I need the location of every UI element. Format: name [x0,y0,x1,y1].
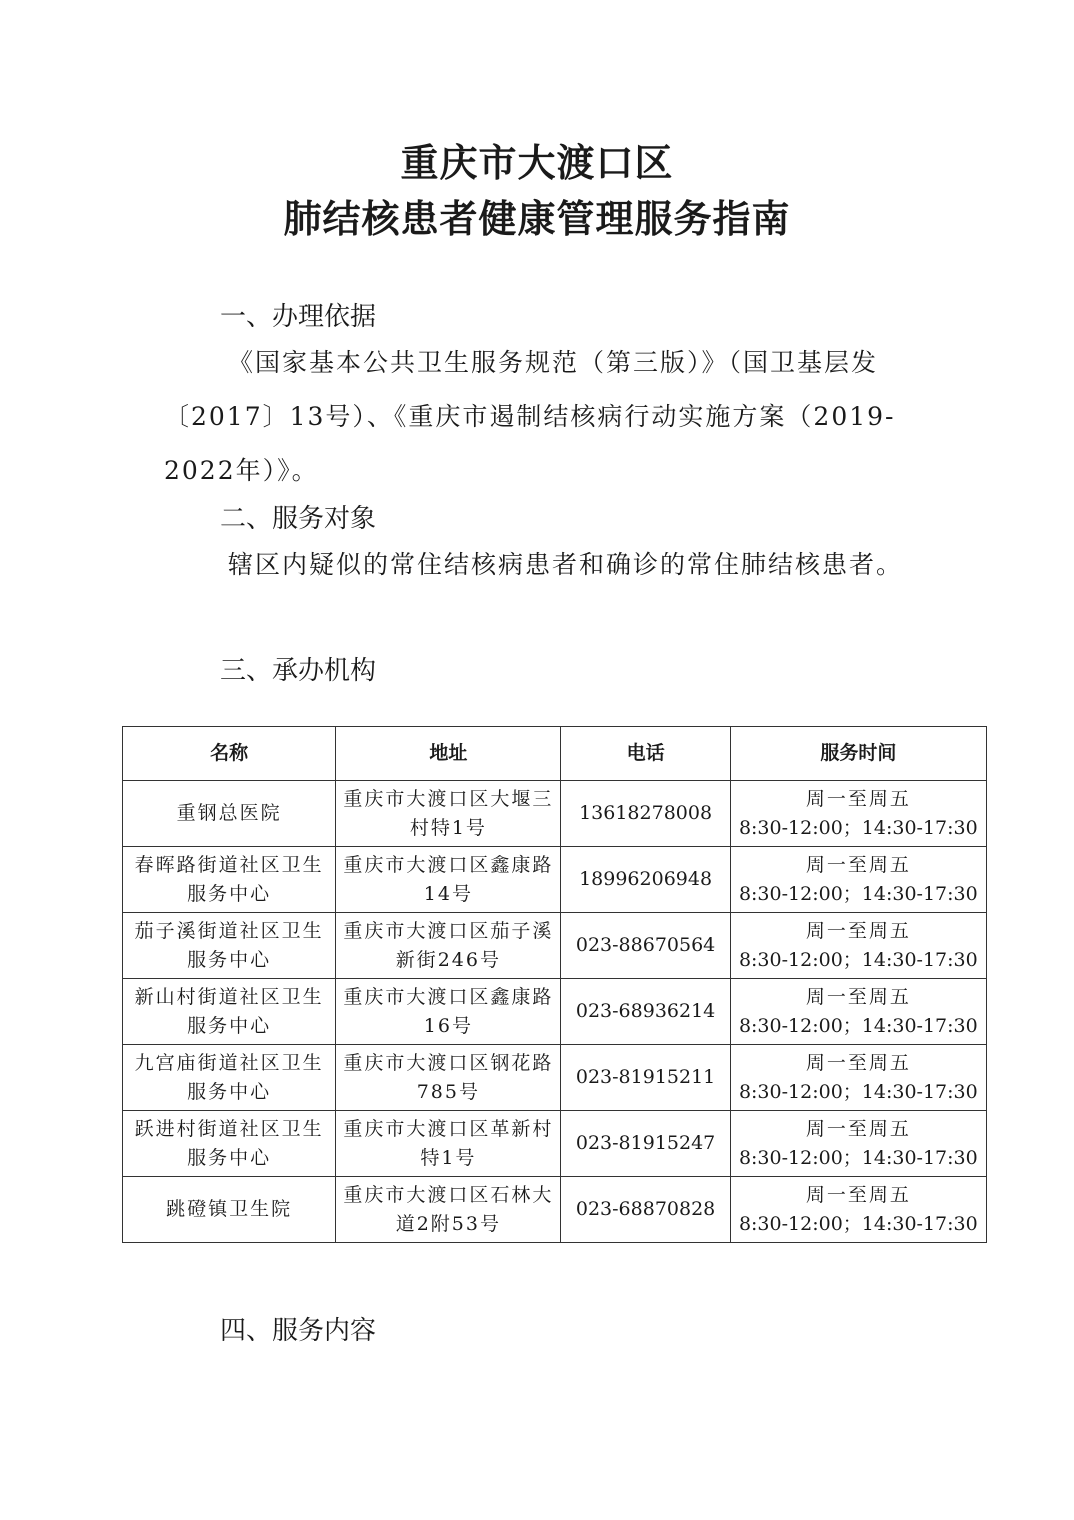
section-text-target: 辖区内疑似的常住结核病患者和确诊的常住肺结核患者。 [228,550,904,579]
service-days: 周一至周五 [805,853,911,876]
cell-phone: 023-81915211 [561,1045,730,1111]
cell-phone: 023-68870828 [561,1177,730,1243]
column-header-name: 名称 [123,727,336,781]
section-heading-institutions: 三、承办机构 [220,656,377,686]
cell-name: 跳磴镇卫生院 [123,1177,336,1243]
cell-phone: 13618278008 [561,781,730,847]
cell-name: 新山村街道社区卫生服务中心 [123,979,336,1045]
table-row [123,979,987,1045]
cell-phone: 023-81915247 [561,1111,730,1177]
service-days: 周一至周五 [805,787,911,810]
section-text-basis: 《国家基本公共卫生服务规范（第三版）》（国卫基层发〔2017〕13号）、《重庆市遏制结核病行动实施方案（2019-2022年）》。 [164,348,896,485]
service-days: 周一至周五 [805,919,911,942]
service-days: 周一至周五 [805,1051,911,1074]
cell-service-time [730,913,986,979]
table-row [123,1177,987,1243]
service-hours: 8:30-12:00；14:30-17:30 [738,1080,978,1103]
table-row [123,1045,987,1111]
cell-address: 重庆市大渡口区钢花路785号 [336,1045,561,1111]
column-header-service-time: 服务时间 [730,727,986,781]
cell-name: 茄子溪街道社区卫生服务中心 [123,913,336,979]
cell-address: 重庆市大渡口区鑫康路14号 [336,847,561,913]
cell-name: 跃进村街道社区卫生服务中心 [123,1111,336,1177]
table-row [123,913,987,979]
cell-name: 春晖路街道社区卫生服务中心 [123,847,336,913]
service-days: 周一至周五 [805,1117,911,1140]
table-body [123,781,987,1243]
service-days: 周一至周五 [805,985,911,1008]
cell-address: 重庆市大渡口区鑫康路16号 [336,979,561,1045]
cell-name: 重钢总医院 [123,781,336,847]
institutions-table [122,726,987,1243]
section-heading-target: 二、服务对象 [220,504,377,534]
cell-service-time [730,1111,986,1177]
document-title-line2: 肺结核患者健康管理服务指南 [283,197,791,241]
service-days: 周一至周五 [805,1183,911,1206]
column-header-phone: 电话 [561,727,730,781]
table-row [123,1111,987,1177]
cell-phone: 023-88670564 [561,913,730,979]
table-header-row [123,727,987,781]
cell-service-time [730,1177,986,1243]
cell-service-time [730,979,986,1045]
service-hours: 8:30-12:00；14:30-17:30 [738,1146,978,1169]
table-row [123,781,987,847]
document-title-line1: 重庆市大渡口区 [400,141,674,185]
cell-service-time [730,781,986,847]
table-row [123,847,987,913]
column-header-address: 地址 [336,727,561,781]
cell-service-time [730,1045,986,1111]
service-hours: 8:30-12:00；14:30-17:30 [738,1212,978,1235]
cell-name: 九宫庙街道社区卫生服务中心 [123,1045,336,1111]
cell-service-time [730,847,986,913]
service-hours: 8:30-12:00；14:30-17:30 [738,1014,978,1037]
cell-address: 重庆市大渡口区大堰三村特1号 [336,781,561,847]
service-hours: 8:30-12:00；14:30-17:30 [738,882,978,905]
cell-phone: 023-68936214 [561,979,730,1045]
section-heading-basis: 一、办理依据 [220,302,377,332]
service-hours: 8:30-12:00；14:30-17:30 [738,816,978,839]
service-hours: 8:30-12:00；14:30-17:30 [738,948,978,971]
cell-address: 重庆市大渡口区革新村特1号 [336,1111,561,1177]
cell-address: 重庆市大渡口区茄子溪新街246号 [336,913,561,979]
cell-address: 重庆市大渡口区石林大道2附53号 [336,1177,561,1243]
cell-phone: 18996206948 [561,847,730,913]
section-heading-content: 四、服务内容 [220,1316,377,1346]
